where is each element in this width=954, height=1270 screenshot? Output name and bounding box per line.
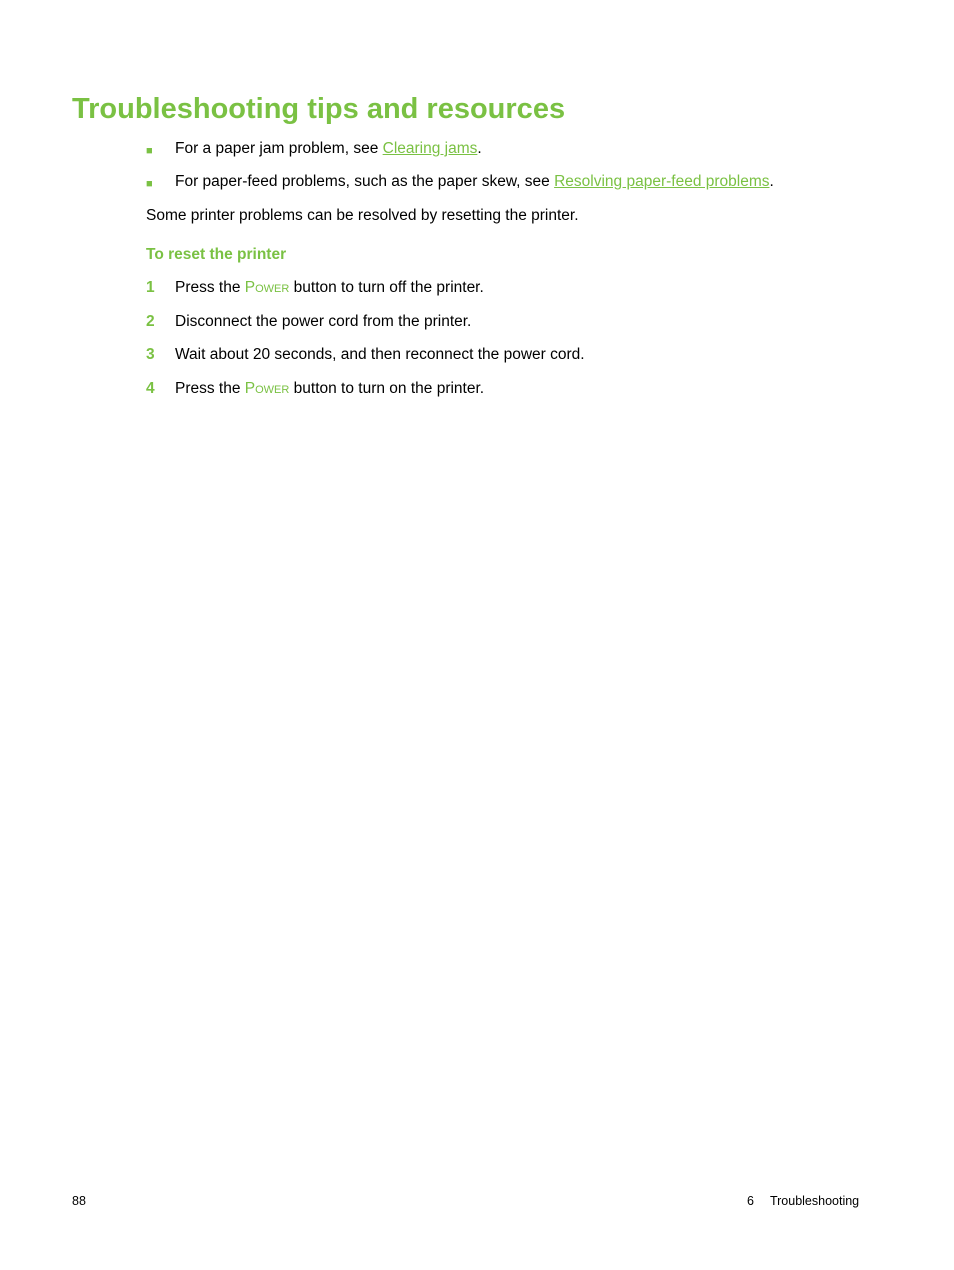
page-title: Troubleshooting tips and resources	[72, 93, 566, 125]
step-number: 3	[146, 346, 155, 363]
bullet-punctuation: .	[769, 173, 774, 190]
step-text: button to turn off the printer.	[289, 279, 484, 296]
step-number: 1	[146, 279, 155, 296]
clearing-jams-link[interactable]: Clearing jams	[382, 140, 478, 157]
power-button-label: Power	[244, 279, 290, 296]
step-number: 2	[146, 313, 155, 330]
step-number: 4	[146, 380, 155, 397]
chapter-footer	[747, 1194, 859, 1208]
square-bullet-icon: ■	[146, 145, 153, 157]
step-text: button to turn on the printer.	[289, 380, 485, 397]
step-text: Wait about 20 seconds, and then reconnect the power cord.	[175, 346, 585, 363]
bullet-punctuation: .	[477, 140, 482, 157]
bullet-text: For a paper jam problem, see	[175, 140, 383, 157]
power-button-label: Power	[244, 380, 290, 397]
page-number: 88	[72, 1194, 86, 1208]
step-text: Press the	[175, 279, 245, 296]
intro-paragraph: Some printer problems can be resolved by resetting the printer.	[146, 207, 579, 224]
step-text: Disconnect the power cord from the printer.	[175, 313, 472, 330]
bullet-text: For paper-feed problems, such as the paper skew, see	[175, 173, 555, 190]
chapter-number: 6	[747, 1194, 754, 1208]
procedure-heading: To reset the printer	[146, 246, 287, 263]
chapter-title: Troubleshooting	[769, 1194, 860, 1208]
resolving-paper-feed-problems-link[interactable]: Resolving paper-feed problems	[554, 173, 770, 190]
step-text: Press the	[175, 380, 245, 397]
square-bullet-icon: ■	[146, 178, 153, 190]
